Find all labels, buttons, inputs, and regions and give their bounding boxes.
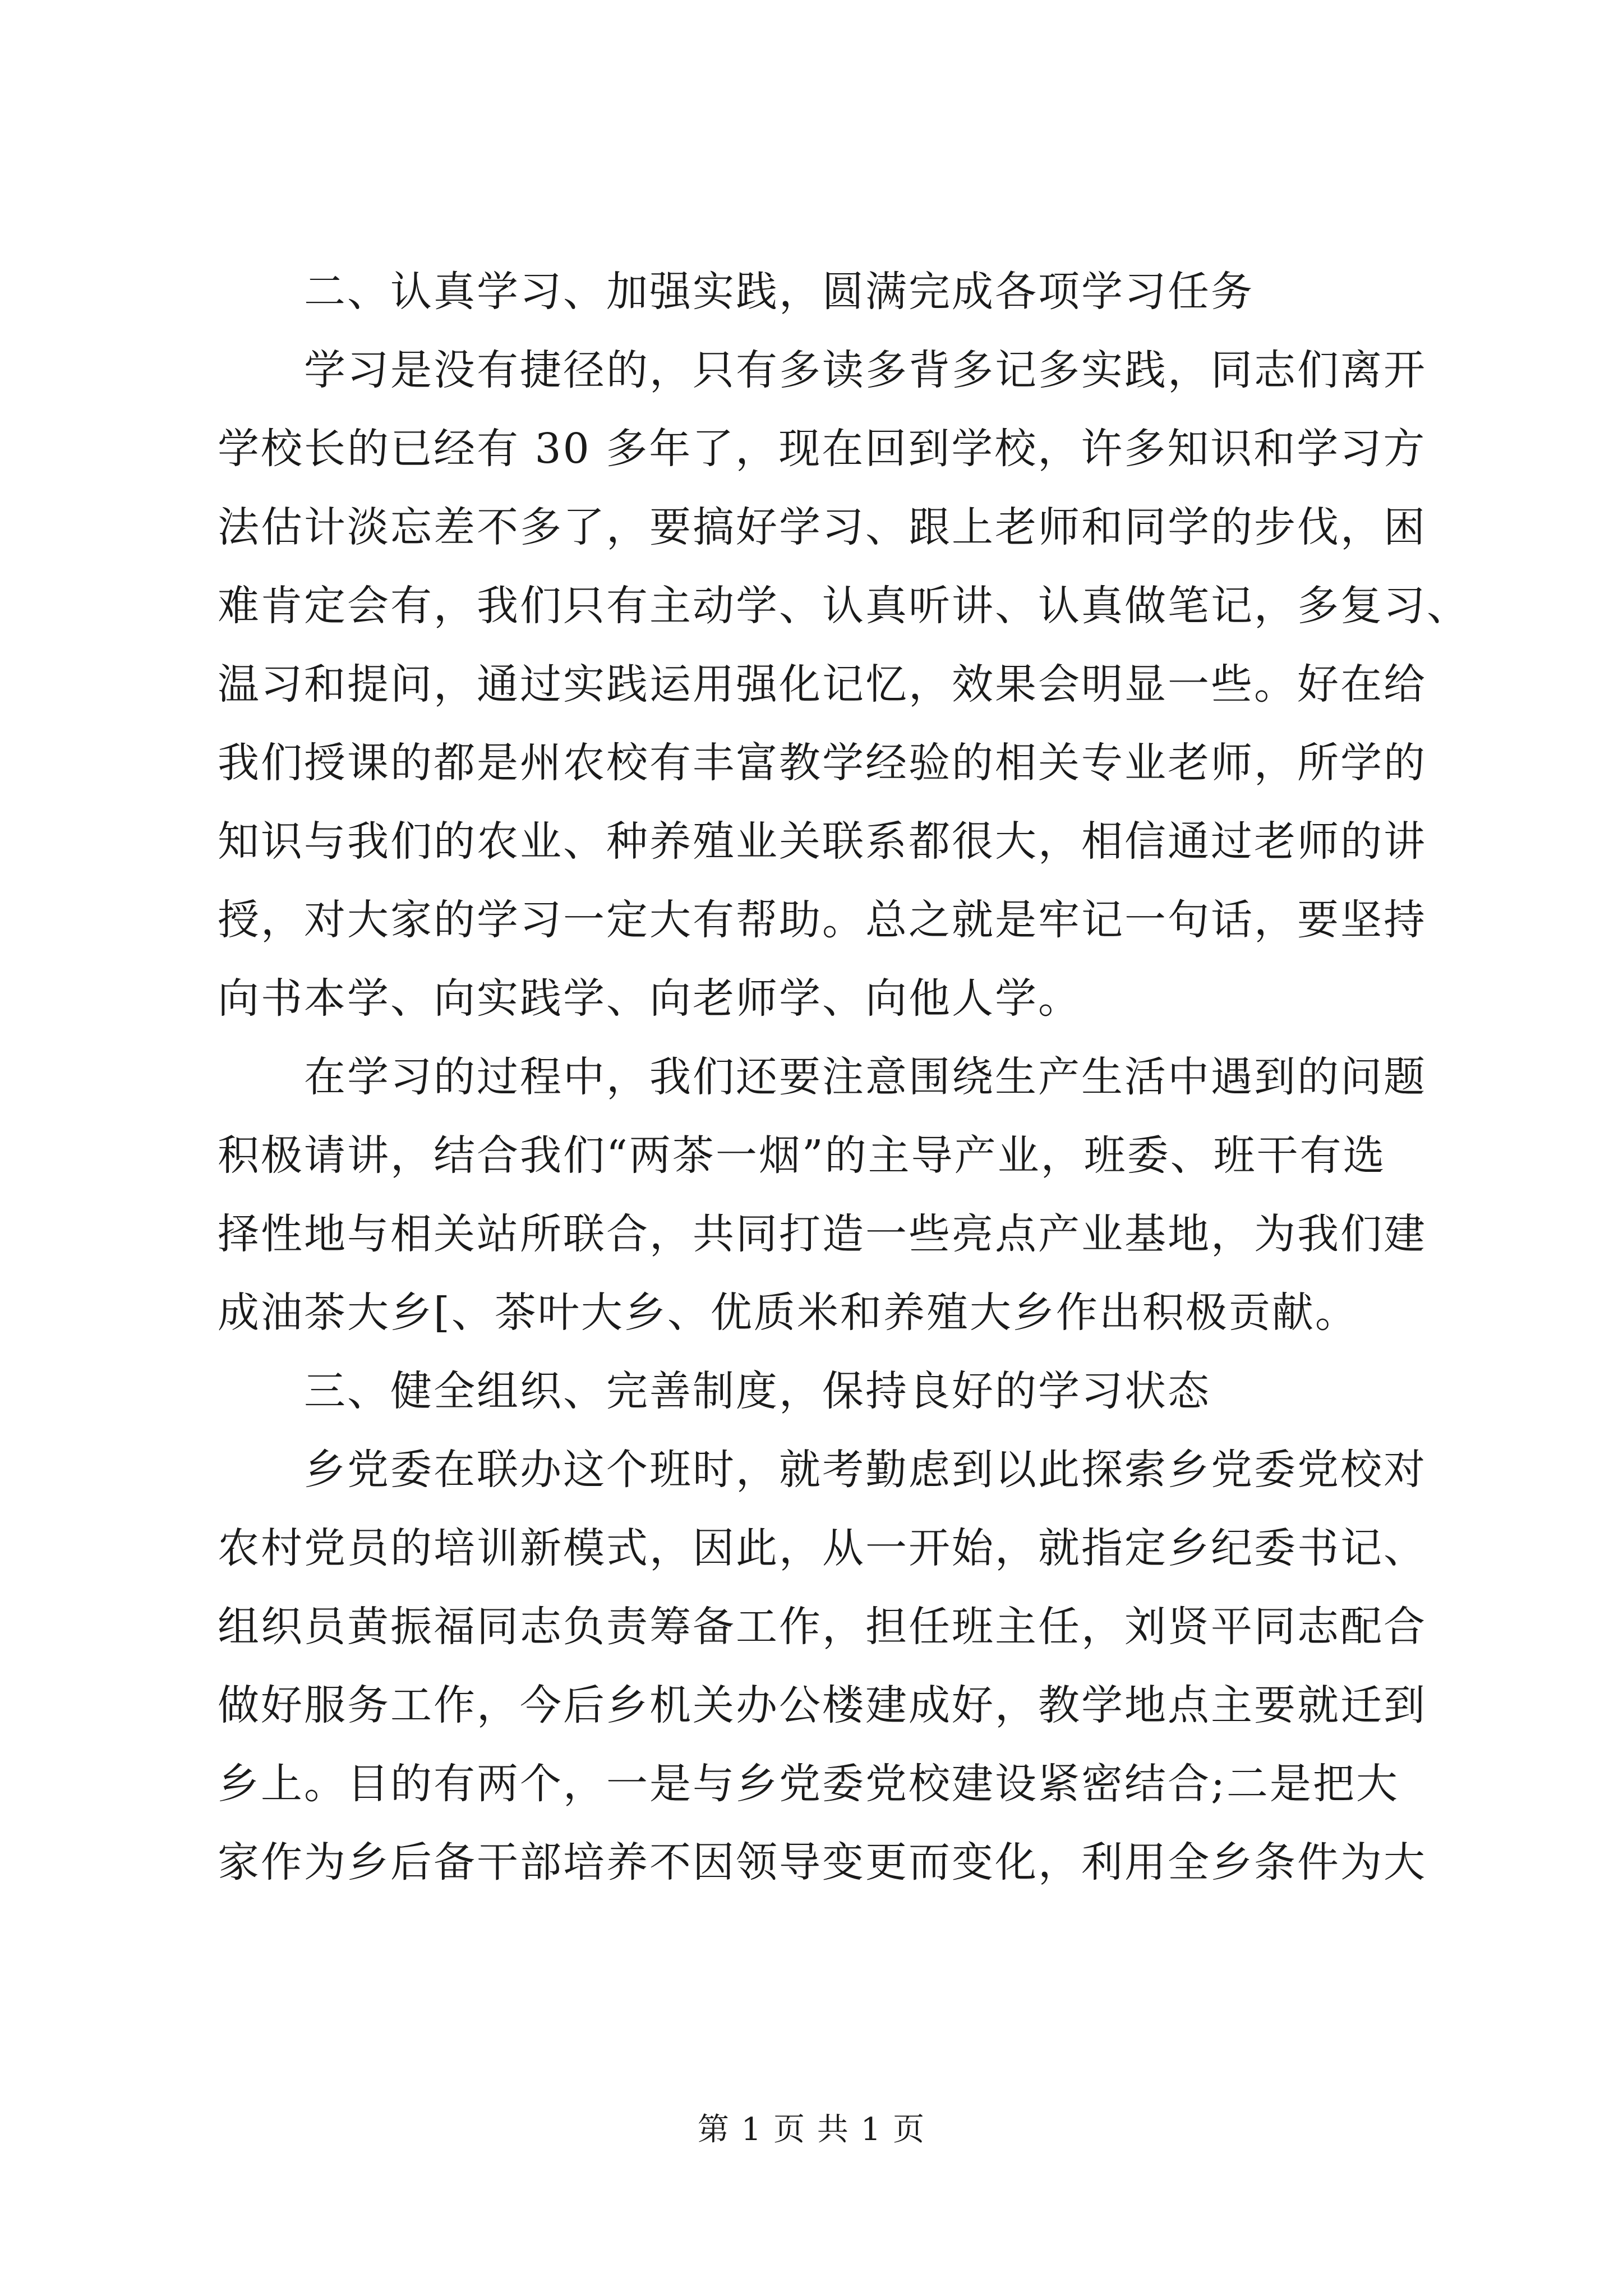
text-line: 做好服务工作，今后乡机关办公楼建成好，教学地点主要就迁到 [218,1681,1427,1729]
text-line: 三、健全组织、完善制度，保持良好的学习状态 [304,1367,1211,1415]
text-line: 学校长的已经有 30 多年了，现在回到学校，许多知识和学习方 [218,425,1427,473]
text-line: 成油茶大乡[、茶叶大乡、优质米和养殖大乡作出积极贡献。 [218,1289,1358,1337]
text-line: 授，对大家的学习一定大有帮助。总之就是牢记一句话，要坚持 [218,896,1427,944]
text-line: 乡党委在联办这个班时，就考勤虑到以此探索乡党委党校对 [304,1446,1427,1494]
text-line: 农村党员的培训新模式，因此，从一开始，就指定乡纪委书记、 [218,1524,1427,1572]
text-line: 家作为乡后备干部培养不因领导变更而变化，利用全乡条件为大 [218,1838,1427,1887]
text-line: 学习是没有捷径的，只有多读多背多记多实践，同志们离开 [304,346,1427,394]
text-line: 组织员黄振福同志负责筹备工作，担任班主任，刘贤平同志配合 [218,1603,1427,1651]
text-line: 法估计淡忘差不多了，要搞好学习、跟上老师和同学的步伐，困 [218,503,1427,551]
text-line: 在学习的过程中，我们还要注意围绕生产生活中遇到的问题 [304,1053,1427,1101]
text-line: 知识与我们的农业、种养殖业关联系都很大，相信通过老师的讲 [218,817,1427,866]
text-line: 乡上。目的有两个，一是与乡党委党校建设紧密结合;二是把大 [218,1760,1399,1808]
text-line: 向书本学、向实践学、向老师学、向他人学。 [218,974,1081,1023]
document-body [218,252,1470,1902]
text-line: 我们授课的都是州农校有丰富教学经验的相关专业老师，所学的 [218,739,1427,787]
text-line: 难肯定会有，我们只有主动学、认真听讲、认真做笔记，多复习、 [218,582,1470,630]
text-line: 积极请讲，结合我们“两茶一烟”的主导产业，班委、班干有选 [218,1131,1386,1180]
text-line: 温习和提问，通过实践运用强化记忆，效果会明显一些。好在给 [218,660,1427,708]
text-line: 二、认真学习、加强实践，圆满完成各项学习任务 [304,268,1254,316]
page-footer: 第 1 页 共 1 页 [697,2111,926,2148]
text-line: 择性地与相关站所联合，共同打造一些亮点产业基地，为我们建 [218,1210,1427,1258]
